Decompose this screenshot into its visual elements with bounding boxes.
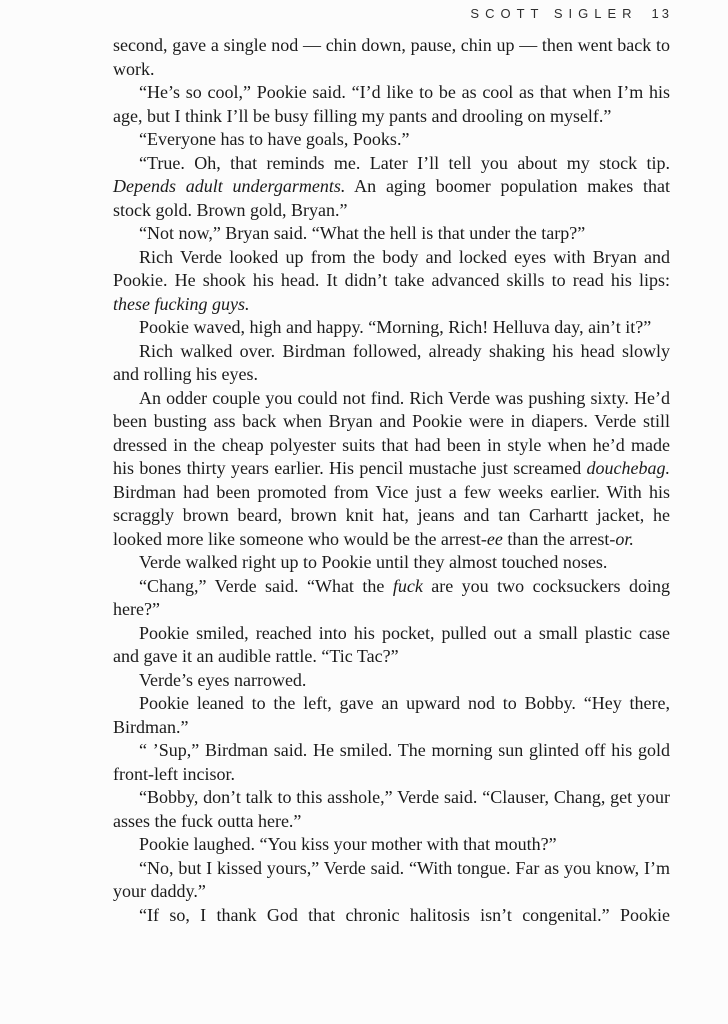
text-run: Verde’s eyes narrowed. [139, 669, 307, 690]
text-run: Pookie laughed. “You kiss your mother with that mouth?” [139, 834, 557, 854]
italic-text: douchebag. [586, 458, 670, 478]
text-run: “True. Oh, that reminds me. Later I’ll tell you about my stock tip. [139, 152, 670, 173]
italic-text: or. [615, 528, 634, 549]
text-run: Pookie waved, high and happy. “Morning, Rich! Helluva day, ain’t it?” [139, 317, 652, 337]
text-run: Pookie leaned to the left, gave an upward nod to Bobby. “Hey there, Birdman.” [113, 693, 670, 737]
paragraph [113, 246, 670, 317]
paragraph [113, 692, 670, 739]
text-run: than the arrest- [502, 528, 616, 549]
paragraph [113, 152, 670, 223]
text-run: “He’s so cool,” Pookie said. “I’d like to be as cool as that when I’m his age, but I think I’ll be busy filling my pants and drooling on myself.” [113, 82, 670, 126]
body-text [113, 34, 670, 927]
paragraph [113, 786, 670, 833]
text-run: “Chang,” Verde said. “What the [139, 575, 393, 596]
paragraph [113, 128, 670, 152]
text-run: “If so, I thank God that chronic halitosis isn’t congenital.” Pookie [139, 904, 670, 925]
paragraph [113, 669, 670, 693]
paragraph [113, 81, 670, 128]
text-run: “Bobby, don’t talk to this asshole,” Verde said. “Clauser, Chang, get your asses the fuck outta here.” [113, 787, 670, 831]
paragraph [113, 222, 670, 246]
author-name: SCOTT SIGLER [470, 6, 638, 21]
text-run: An odder couple you could not find. Rich Verde was pushing sixty. He’d been busting ass back when Bryan and Pookie were in diapers. Verde still dressed in the cheap polyester suits that had been in style when he’d made his bones thirty years earlier. His pencil mustache just screamed [113, 387, 670, 478]
text-run: “Not now,” Bryan said. “What the hell is that under the tarp?” [139, 223, 586, 243]
paragraph [113, 551, 670, 575]
paragraph [113, 34, 670, 81]
text-run: “ ’Sup,” Birdman said. He smiled. The morning sun glinted off his gold front-left incisor. [113, 740, 670, 784]
paragraph [113, 857, 670, 904]
text-run: Rich Verde looked up from the body and locked eyes with Bryan and Pookie. He shook his head. It didn’t take advanced skills to read his lips: [113, 246, 670, 290]
text-run: An aging boomer population makes that stock gold. Brown gold, Bryan.” [113, 176, 670, 220]
running-header [470, 6, 672, 21]
paragraph [113, 316, 670, 340]
paragraph [113, 575, 670, 622]
italic-text: Depends adult undergarments. [113, 176, 346, 196]
paragraph [113, 622, 670, 669]
text-run: are you two cocksuckers doing here?” [113, 575, 670, 619]
text-run: second, gave a single nod — chin down, pause, chin up — then went back to work. [113, 35, 670, 79]
page-number: 13 [651, 6, 672, 21]
text-run: Verde walked right up to Pookie until they almost touched noses. [139, 552, 608, 572]
text-run: “Everyone has to have goals, Pooks.” [139, 129, 410, 149]
paragraph [113, 904, 670, 928]
italic-text: ee [486, 528, 503, 549]
paragraph [113, 739, 670, 786]
italic-text: fuck [392, 575, 423, 596]
paragraph [113, 833, 670, 857]
text-run: “No, but I kissed yours,” Verde said. “With tongue. Far as you know, I’m your daddy.” [113, 857, 670, 901]
text-run: Rich walked over. Birdman followed, already shaking his head slowly and rolling his eyes. [113, 340, 670, 384]
paragraph [113, 340, 670, 387]
text-run: Pookie smiled, reached into his pocket, pulled out a small plastic case and gave it an audible rattle. “Tic Tac?” [113, 622, 670, 666]
text-run: Birdman had been promoted from Vice just a few weeks earlier. With his scraggly brown beard, brown knit hat, jeans and tan Carhartt jacket, he looked more like someone who would be the arrest- [113, 481, 670, 549]
italic-text: these fucking guys. [113, 293, 250, 314]
paragraph [113, 387, 670, 552]
